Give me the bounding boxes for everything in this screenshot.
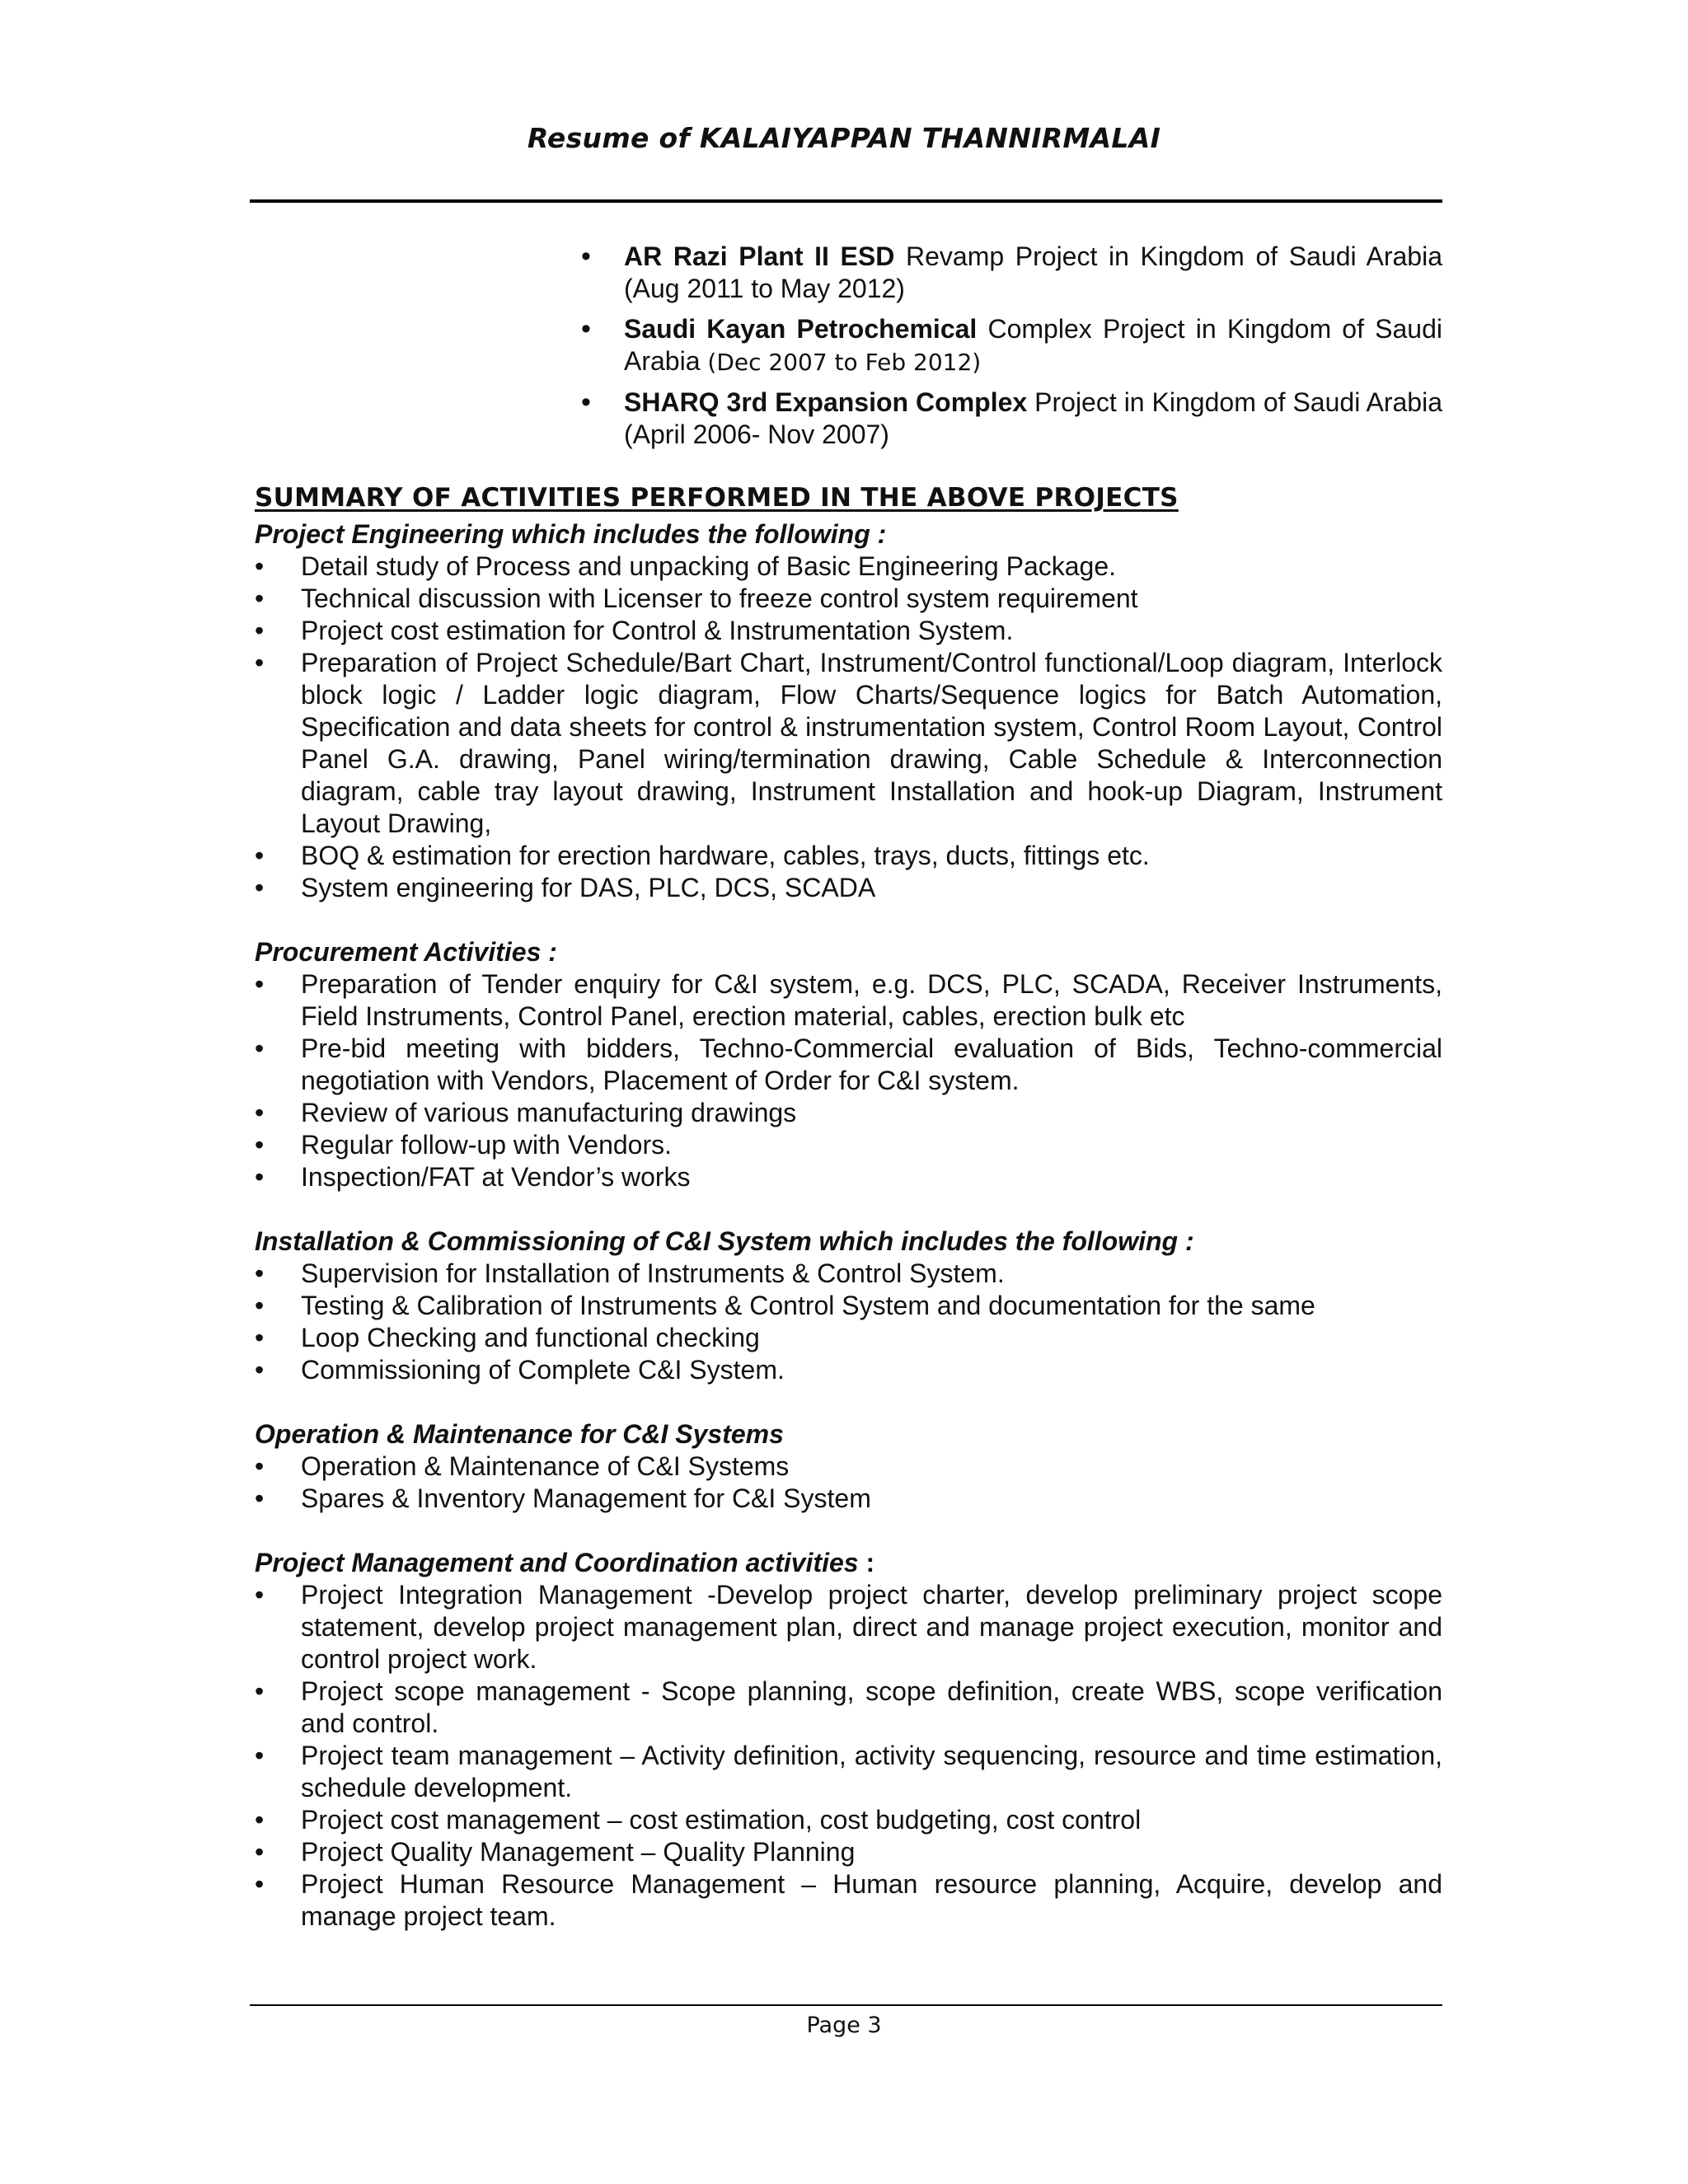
section-title: Project Management and Coordination activities bbox=[255, 1548, 859, 1577]
list-item-text: Project cost management – cost estimation, cost budgeting, cost control bbox=[301, 1805, 1142, 1835]
bullet-icon: • bbox=[255, 1033, 265, 1063]
list-item-text: Project scope management - Scope planning, scope definition, create WBS, scope verification and control. bbox=[301, 1676, 1442, 1738]
bullet-icon: • bbox=[255, 1355, 265, 1385]
document-header-title: Resume of KALAIYAPPAN THANNIRMALAI bbox=[527, 122, 1161, 154]
bullet-icon: • bbox=[255, 1258, 265, 1288]
bullet-icon: • bbox=[255, 1869, 265, 1899]
section-heading bbox=[255, 518, 1442, 551]
list-item bbox=[255, 1451, 1442, 1483]
list-item bbox=[255, 1804, 1442, 1836]
activity-list bbox=[255, 1579, 1442, 1933]
list-item-text: Supervision for Installation of Instruments & Control System. bbox=[301, 1258, 1005, 1288]
activity-sections bbox=[255, 518, 1442, 1933]
list-item bbox=[255, 840, 1442, 872]
project-description: Revamp Project in Kingdom of Saudi Arabia (Aug 2011 to May 2012) bbox=[624, 241, 1443, 303]
list-item-text: Loop Checking and functional checking bbox=[301, 1323, 760, 1352]
list-item bbox=[255, 1033, 1442, 1097]
list-item-text: BOQ & estimation for erection hardware, cables, trays, ducts, fittings etc. bbox=[301, 841, 1150, 870]
section-heading bbox=[255, 1546, 1442, 1579]
bullet-icon: • bbox=[255, 873, 265, 902]
project-item bbox=[581, 313, 1442, 378]
activity-list bbox=[255, 551, 1442, 904]
list-item-text: Preparation of Project Schedule/Bart Chart, Instrument/Control functional/Loop diagram, Interlock block logic / Ladder logic diagram, Flow Charts/Sequence logics for Batch Automation, Specification and data sheets for control & instrumentation system, Control Room Layout, Control Panel G.A. drawing, Panel wiring/termination drawing, Cable Schedule & Interconnection diagram, cable tray layout drawing, Instrument Installation and hook-up Diagram, Instrument Layout Drawing, bbox=[301, 648, 1442, 838]
list-item bbox=[255, 647, 1442, 840]
bullet-icon: • bbox=[255, 1676, 265, 1706]
list-item-text: Project team management – Activity definition, activity sequencing, resource and time estimation, schedule development. bbox=[301, 1741, 1442, 1802]
list-item-text: System engineering for DAS, PLC, DCS, SCADA bbox=[301, 873, 876, 902]
list-item bbox=[255, 551, 1442, 583]
bullet-icon: • bbox=[255, 616, 265, 645]
list-item bbox=[255, 1129, 1442, 1161]
list-item-text: Project Integration Management -Develop project charter, develop preliminary project scope statement, develop project management plan, direct and manage project execution, monitor and control project work. bbox=[301, 1580, 1442, 1674]
section-title: Operation & Maintenance for C&I Systems bbox=[255, 1419, 784, 1449]
list-item bbox=[255, 1097, 1442, 1129]
list-item-text: Technical discussion with Licenser to freeze control system requirement bbox=[301, 583, 1138, 613]
list-item-text: Testing & Calibration of Instruments & Control System and documentation for the same bbox=[301, 1291, 1315, 1320]
list-item-text: Review of various manufacturing drawings bbox=[301, 1098, 797, 1127]
project-item bbox=[581, 241, 1442, 305]
list-item bbox=[255, 872, 1442, 904]
list-item bbox=[255, 1868, 1442, 1933]
activity-list bbox=[255, 968, 1442, 1193]
bullet-icon: • bbox=[255, 648, 265, 677]
project-list bbox=[581, 241, 1442, 459]
bullet-icon: • bbox=[255, 1098, 265, 1127]
list-item-text: Preparation of Tender enquiry for C&I system, e.g. DCS, PLC, SCADA, Receiver Instruments, Field Instruments, Control Panel, erection material, cables, erection bulk etc bbox=[301, 969, 1442, 1031]
list-item bbox=[255, 1836, 1442, 1868]
bullet-icon: • bbox=[255, 841, 265, 870]
summary-of-activities bbox=[255, 483, 1442, 1964]
footer-divider bbox=[250, 2004, 1442, 2006]
list-item bbox=[255, 1483, 1442, 1515]
bullet-icon: • bbox=[255, 1580, 265, 1610]
project-description: Complex Project in Kingdom of Saudi Arabia bbox=[624, 314, 1443, 376]
list-item bbox=[255, 1290, 1442, 1322]
bullet-icon: • bbox=[255, 1162, 265, 1192]
bullet-icon: • bbox=[255, 1291, 265, 1320]
list-item bbox=[255, 1258, 1442, 1290]
activity-section bbox=[255, 1225, 1442, 1386]
bullet-icon: • bbox=[255, 1837, 265, 1867]
header-divider bbox=[250, 199, 1442, 203]
project-name: SHARQ 3rd Expansion Complex bbox=[624, 387, 1028, 417]
activity-section bbox=[255, 1546, 1442, 1933]
section-heading bbox=[255, 1418, 1442, 1451]
list-item-text: Inspection/FAT at Vendor’s works bbox=[301, 1162, 691, 1192]
list-item bbox=[255, 1354, 1442, 1386]
bullet-icon: • bbox=[255, 1451, 265, 1481]
page-number: Page 3 bbox=[806, 2013, 882, 2038]
section-heading bbox=[255, 935, 1442, 968]
bullet-icon: • bbox=[581, 313, 591, 344]
list-item bbox=[255, 1740, 1442, 1804]
section-title-suffix: : bbox=[858, 1548, 875, 1577]
activity-section bbox=[255, 935, 1442, 1193]
list-item-text: Project Quality Management – Quality Planning bbox=[301, 1837, 856, 1867]
bullet-icon: • bbox=[255, 1483, 265, 1513]
list-item-text: Project cost estimation for Control & Instrumentation System. bbox=[301, 616, 1014, 645]
bullet-icon: • bbox=[255, 551, 265, 581]
section-title: Project Engineering which includes the following : bbox=[255, 519, 887, 549]
bullet-icon: • bbox=[581, 241, 591, 272]
section-title: Installation & Commissioning of C&I System which includes the following : bbox=[255, 1226, 1194, 1256]
list-item bbox=[255, 1675, 1442, 1740]
activity-list bbox=[255, 1258, 1442, 1386]
list-item-text: Operation & Maintenance of C&I Systems bbox=[301, 1451, 790, 1481]
list-item-text: Spares & Inventory Management for C&I System bbox=[301, 1483, 871, 1513]
bullet-icon: • bbox=[255, 1741, 265, 1770]
section-heading bbox=[255, 1225, 1442, 1258]
activity-list bbox=[255, 1451, 1442, 1515]
project-dates: (Dec 2007 to Feb 2012) bbox=[707, 349, 982, 376]
list-item-text: Detail study of Process and unpacking of Basic Engineering Package. bbox=[301, 551, 1117, 581]
bullet-icon: • bbox=[255, 1805, 265, 1835]
bullet-icon: • bbox=[255, 969, 265, 999]
project-item bbox=[581, 387, 1442, 451]
activity-section bbox=[255, 1418, 1442, 1515]
bullet-icon: • bbox=[581, 387, 591, 418]
list-item bbox=[255, 583, 1442, 615]
section-title: Procurement Activities : bbox=[255, 937, 557, 967]
activity-section bbox=[255, 518, 1442, 904]
list-item bbox=[255, 1322, 1442, 1354]
bullet-icon: • bbox=[255, 1130, 265, 1160]
list-item bbox=[255, 615, 1442, 647]
list-item bbox=[255, 1161, 1442, 1193]
list-item-text: Regular follow-up with Vendors. bbox=[301, 1130, 673, 1160]
list-item-text: Pre-bid meeting with bidders, Techno-Commercial evaluation of Bids, Techno-commercial negotiation with Vendors, Placement of Order for C&I system. bbox=[301, 1033, 1442, 1095]
summary-heading: SUMMARY OF ACTIVITIES PERFORMED IN THE ABOVE PROJECTS bbox=[255, 483, 1179, 513]
list-item bbox=[255, 968, 1442, 1033]
list-item bbox=[255, 1579, 1442, 1675]
bullet-icon: • bbox=[255, 1323, 265, 1352]
project-name: AR Razi Plant II ESD bbox=[624, 241, 895, 271]
bullet-icon: • bbox=[255, 583, 265, 613]
project-name: Saudi Kayan Petrochemical bbox=[624, 314, 978, 344]
project-description: Project in Kingdom of Saudi Arabia (April 2006- Nov 2007) bbox=[624, 387, 1442, 449]
list-item-text: Project Human Resource Management – Human resource planning, Acquire, develop and manage project team. bbox=[301, 1869, 1442, 1931]
list-item-text: Commissioning of Complete C&I System. bbox=[301, 1355, 785, 1385]
